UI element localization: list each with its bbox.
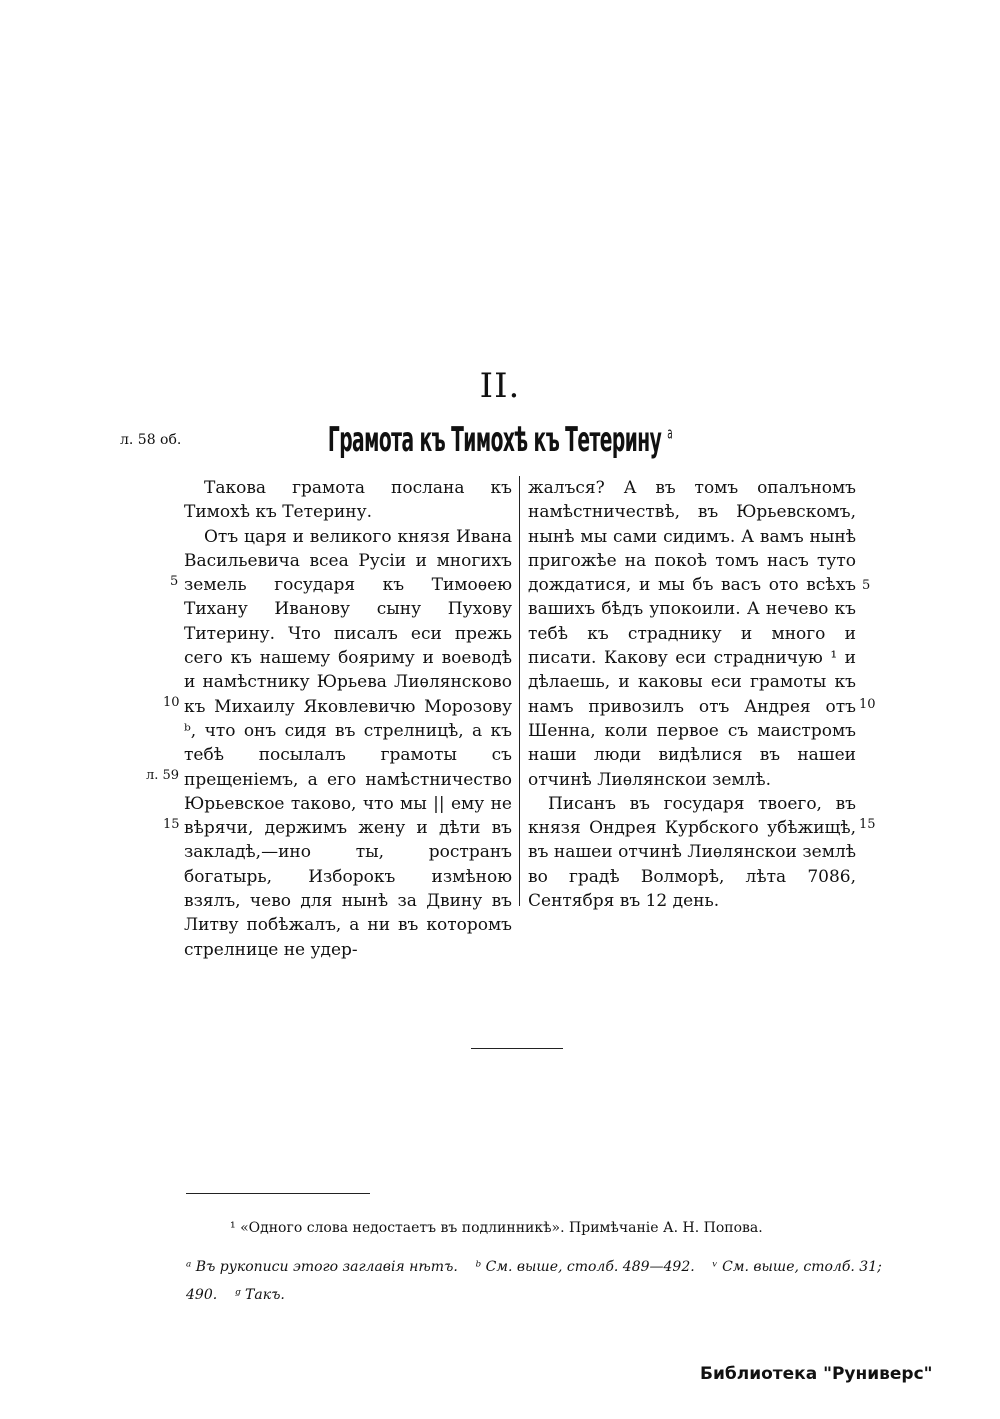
line-number-right-5: 5 (862, 578, 871, 593)
right-body-paragraph: жалъся? А въ томъ опалъномъ намѣстничествѣ, въ Юрьевскомъ, нынѣ мы сами сидимъ. А вамъ нынѣ пригожѣе на покоѣ томъ насъ туто дождатися, и мы бъ васъ ото всѣхъ вашихъ бѣдъ упокоили. А нечево къ тебѣ къ страднику и много и писати. Какову еси страдничую ¹ и дѣлаешь, и каковы еси грамоты къ намъ привозилъ отъ Андрея отъ Шенна, коли первое съ маистромъ наши люди видѣлися въ нашеи отчинѣ Лиѳлянскои землѣ. (528, 478, 856, 790)
title-footnote-marker: а (667, 423, 673, 443)
folio-reference: л. 58 об. (120, 432, 182, 448)
line-number-right-10: 10 (859, 697, 876, 712)
footnote-letters (186, 1253, 886, 1309)
document-title (225, 420, 775, 460)
closing-paragraph: Писанъ въ государя твоего, въ князя Ондрея Курбского убѣжищѣ, въ нашеи отчинѣ Лиѳлянскои землѣ во градѣ Волморѣ, лѣта 7086, Сентября въ 12 день. (528, 793, 856, 912)
left-column (184, 476, 512, 962)
footnote-a: ᵃ Въ рукописи этого заглавія нѣтъ. (186, 1259, 458, 1275)
title-text: Грамота къ Тимохѣ къ Тетерину (327, 420, 662, 460)
column-divider (519, 476, 520, 906)
section-number: II. (479, 366, 521, 406)
folio-l59: л. 59 (146, 768, 180, 783)
right-column (528, 476, 856, 913)
line-number-left-15: 15 (163, 817, 180, 832)
footnote-v: ᵛ См. выше, столб. 31; 490. (186, 1259, 882, 1303)
footnote-rule (186, 1193, 370, 1194)
left-body-paragraph: Отъ царя и великого князя Ивана Васильевича всеа Русіи и многихъ земель государя къ Тимоѳею Тихану Иванову сыну Пухову Титерину. Что писалъ еси прежь сего къ нашему бояриму и воеводѣ и намѣстнику Юрьева Лиѳлянсково къ Михаилу Яковлевичю Морозову ᵇ, что онъ сидя въ стрелницѣ, а къ тебѣ посылалъ грамоты съ прещеніемъ, а его намѣстничество Юрьевское таково, что мы || ему не вѣрячи, держимъ жену и дѣти въ закладѣ,—ино ты, ространъ богатырь, Изборокъ измѣною взялъ, чево для нынѣ за Двину въ Литву побѣжалъ, а ни въ которомъ стрелнице не удер- (184, 526, 512, 960)
footnote-g: ᵍ Такъ. (234, 1287, 285, 1303)
library-watermark: Библиотека "Руниверс" (700, 1364, 933, 1384)
section-end-rule (471, 1048, 563, 1049)
line-number-left-5: 5 (170, 574, 179, 589)
footnote-1: ¹ «Одного слова недостаетъ въ подлинникѣ». Примѣчаніе А. Н. Попова. (230, 1220, 763, 1236)
intro-paragraph: Такова грамота послана къ Тимохѣ къ Тетерину. (184, 478, 512, 523)
footnote-b: ᵇ См. выше, столб. 489—492. (475, 1259, 695, 1275)
line-number-right-15: 15 (859, 817, 876, 832)
line-number-left-10: 10 (163, 695, 180, 710)
